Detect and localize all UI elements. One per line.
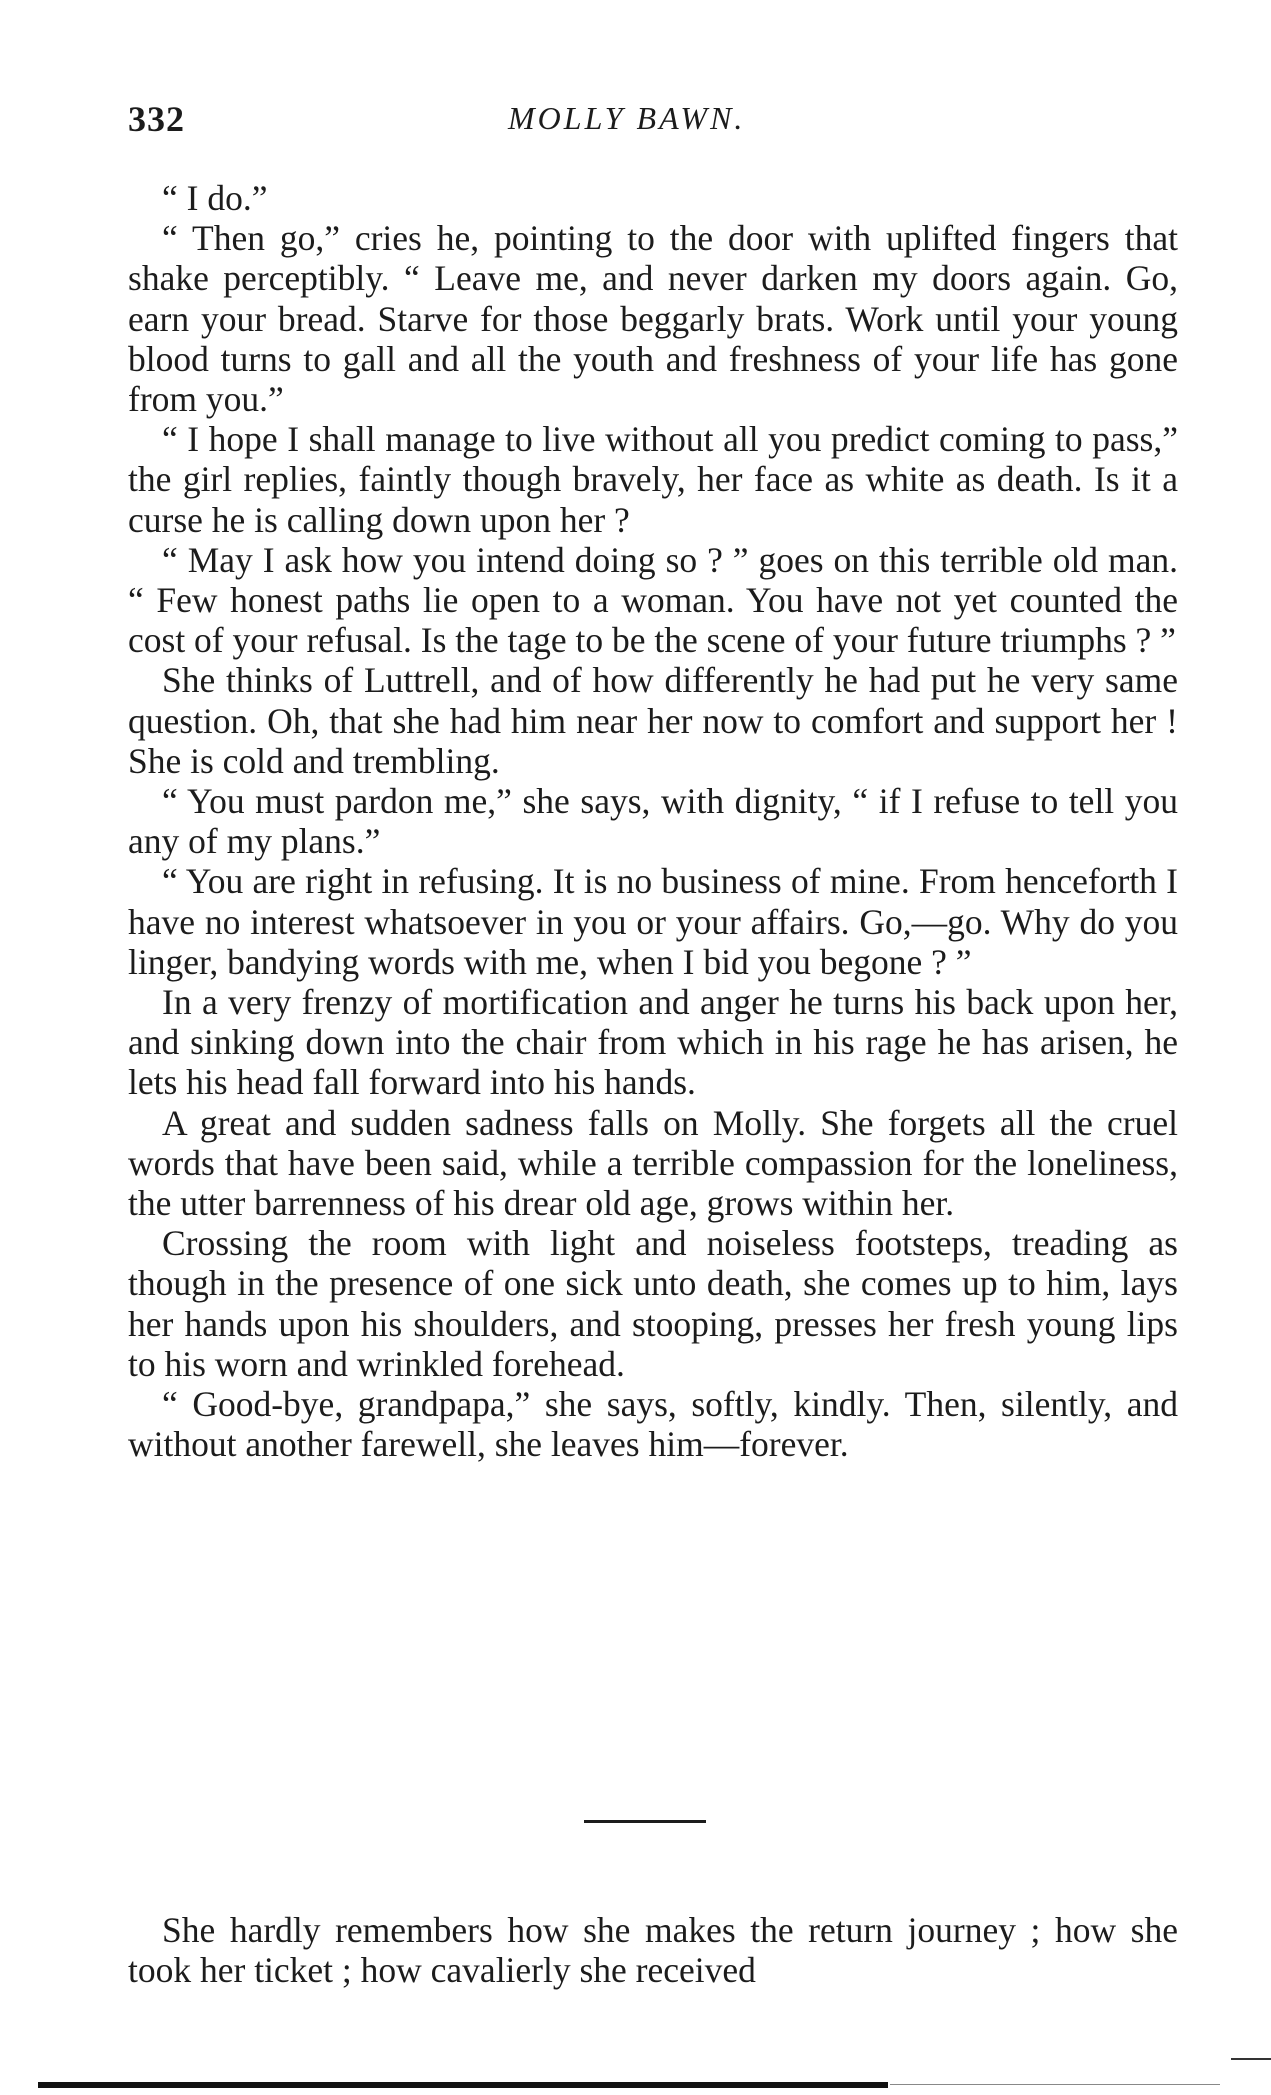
paragraph: Crossing the room with light and noiseless footsteps, treading as though in the presence of one sick unto death, she comes up to him, lays her hands upon his shoulders, and stooping, presses her fresh young lips to his worn and wrinkled forehead. [128,1223,1178,1384]
paragraph: “ Good-bye, grandpapa,” she says, softly, kindly. Then, silently, and without another farewell, she leaves him—forever. [128,1384,1178,1465]
page-header [128,98,1178,146]
paragraph: A great and sudden sadness falls on Molly. She forgets all the cruel words that have been said, while a terrible compassion for the loneliness, the utter barrenness of his drear old age, grows within her. [128,1102,1178,1224]
paragraph: In a very frenzy of mortification and anger he turns his back upon her, and sinking down into the chair from which in his rage he has arisen, he lets his head fall forward into his hands. [128,982,1178,1103]
running-title: MOLLY BAWN. [508,100,746,136]
paragraph: “ I hope I shall manage to live without all you predict coming to pass,” the girl replies, faintly though bravely, her face as white as death. Is it a curse he is calling down upon her ? [128,419,1178,540]
paragraph: “ May I ask how you intend doing so ? ” goes on this terrible old man. “ Few honest paths lie open to a woman. You have not yet counted the cost of your refusal. Is the tage to be the scene of your future triumphs ? ” [128,539,1178,661]
corner-mark [1231,2058,1271,2060]
body-text [128,178,1178,1465]
paragraph: She thinks of Luttrell, and of how differently he had put he very same question. Oh, that she had him near her now to comfort and support her ! She is cold and trembling. [128,660,1178,781]
paragraph: “ Then go,” cries he, pointing to the door with uplifted fingers that shake perceptibly. “ Leave me, and never darken my doors again. Go, earn your bread. Starve for those beggarly brats. Work until your young blood turns to gall and all the youth and freshness of your life has gone from you.” [128,218,1178,420]
bottom-edge-rule [38,2082,888,2088]
paragraph: She hardly remembers how she makes the return journey ; how she took her ticket ; how cavalierly she received [128,1910,1178,1991]
bottom-edge-thin-rule [890,2084,1220,2085]
paragraph: “ I do.” [162,178,268,218]
section-separator [584,1820,706,1823]
page-number: 332 [128,99,185,139]
continuation-text [128,1910,1178,1990]
paragraph: “ You must pardon me,” she says, with dignity, “ if I refuse to tell you any of my plans.” [128,781,1178,862]
paragraph: “ You are right in refusing. It is no business of mine. From henceforth I have no interest whatsoever in you or your affairs. Go,—go. Why do you linger, bandying words with me, when I bid you begone ? ” [128,861,1178,982]
